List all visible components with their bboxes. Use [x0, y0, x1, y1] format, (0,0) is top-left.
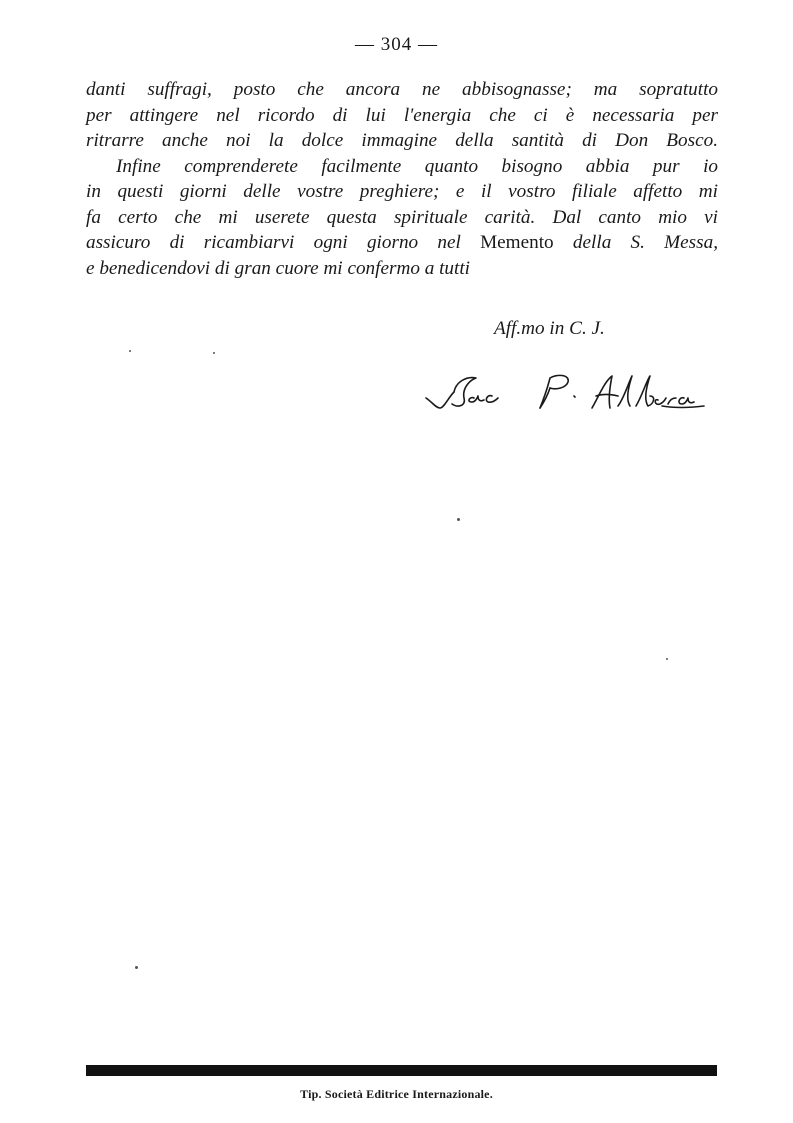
text-line-mixed	[86, 230, 718, 256]
closing-salutation: Aff.mo in C. J.	[494, 318, 605, 339]
paper-speck	[213, 352, 215, 354]
handwritten-signature	[422, 368, 712, 428]
text-line: e benedicendovi di gran cuore mi confermo a tutti	[86, 257, 471, 279]
paper-speck	[457, 518, 460, 521]
text-line: ritrarre anche noi la dolce immagine della santità di Don Bosco.	[86, 130, 718, 151]
paper-speck	[135, 966, 138, 969]
signature-drawing	[422, 368, 712, 428]
text-line: per attingere nel ricordo di lui l'energia che ci è necessaria per	[86, 104, 718, 126]
text-segment: assicuro di ricambiarvi ogni giorno nel	[86, 232, 461, 253]
page-number: — 304 —	[355, 34, 438, 55]
paper-speck	[666, 658, 668, 660]
memento-word: Memento	[480, 232, 554, 253]
text-segment: della S. Messa,	[572, 232, 719, 253]
paragraph-1	[86, 77, 718, 154]
text-line: Infine comprenderete facilmente quanto bisogno abbia pur io	[116, 155, 718, 177]
paper-speck	[129, 350, 131, 352]
printer-imprint: Tip. Società Editrice Internazionale.	[300, 1087, 493, 1101]
text-line: fa certo che mi userete questa spirituale carità. Dal canto mio vi	[86, 206, 718, 228]
paragraph-2	[86, 154, 718, 282]
footer-rule	[86, 1065, 717, 1076]
letter-body	[86, 77, 718, 281]
text-line: danti suffragi, posto che ancora ne abbisognasse; ma sopratutto	[86, 79, 718, 100]
text-line: in questi giorni delle vostre preghiere; e il vostro filiale affetto mi	[86, 181, 718, 202]
